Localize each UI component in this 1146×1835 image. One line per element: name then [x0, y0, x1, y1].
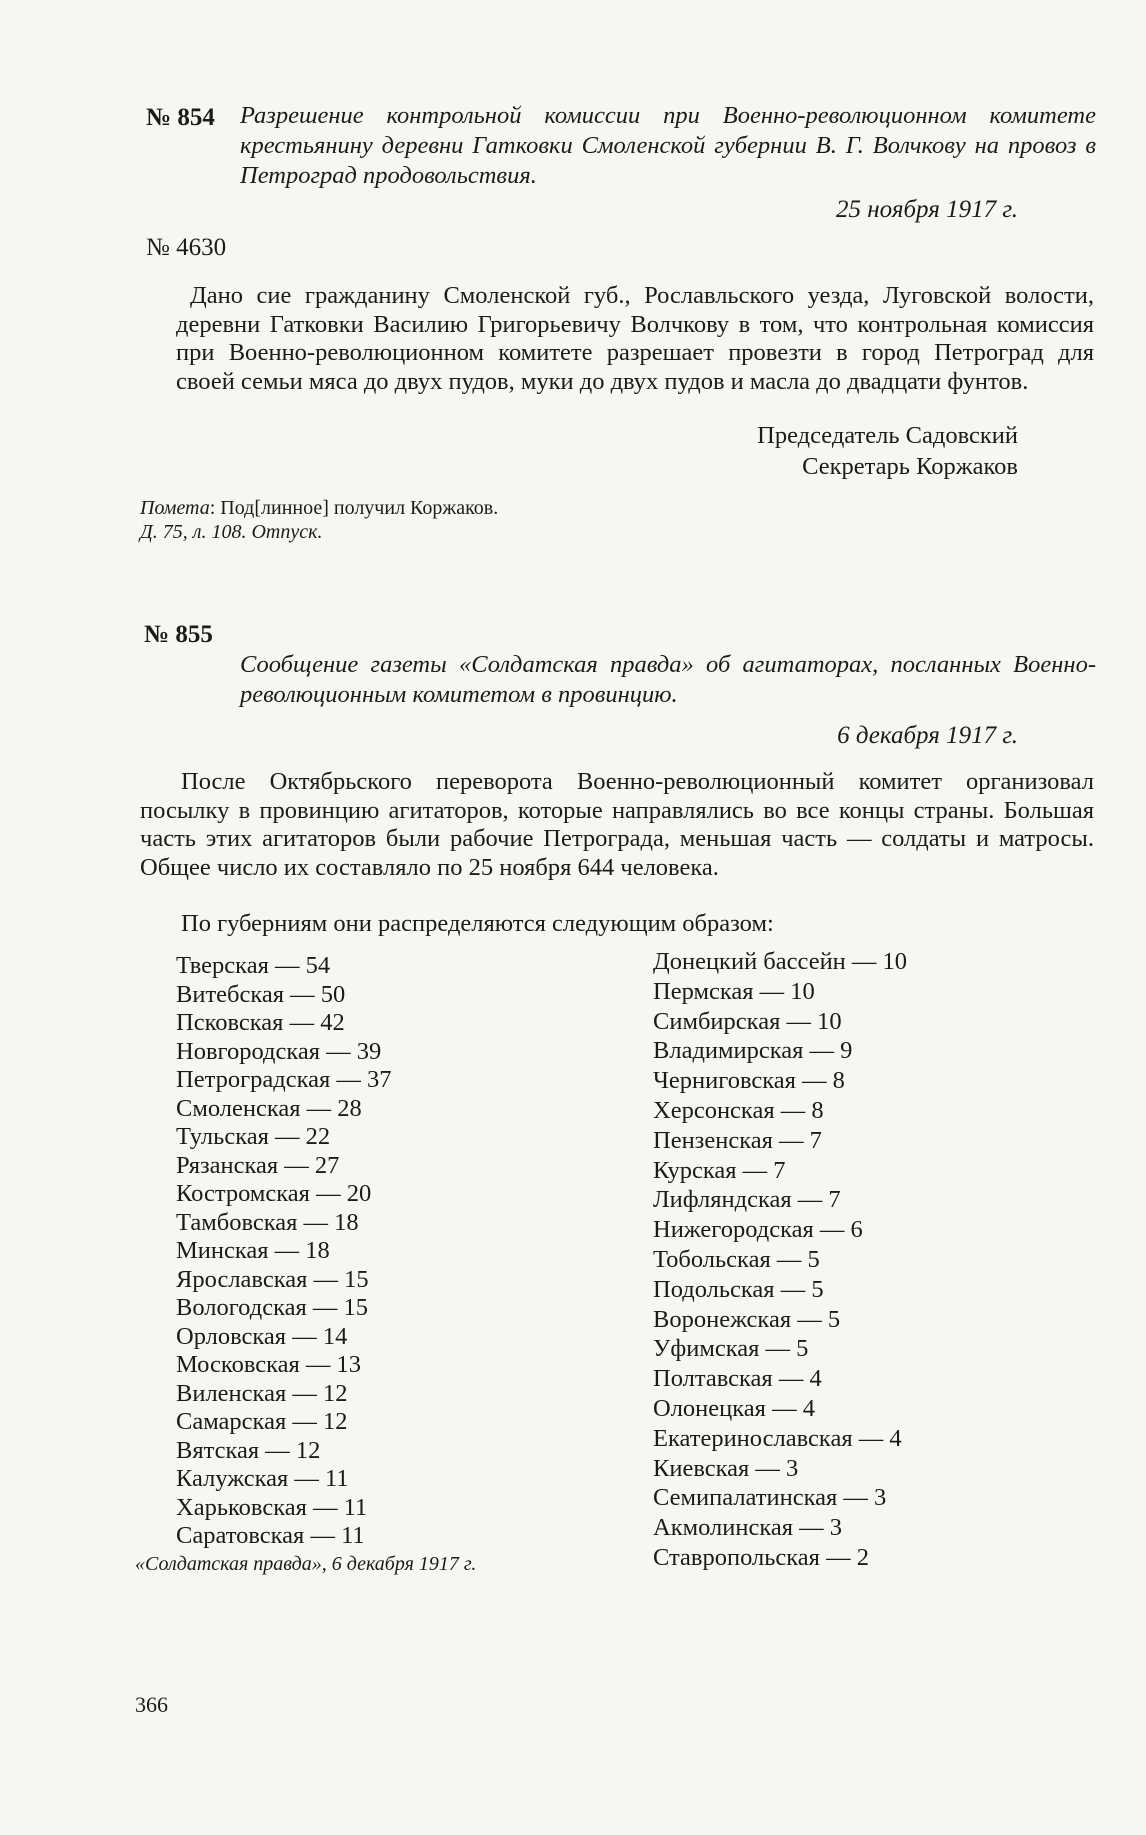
province-item: Лифляндская — 7 — [653, 1186, 841, 1214]
distribution-intro: По губерниям они распределяются следующим образом: — [181, 910, 774, 937]
document-number-855: № 855 — [144, 621, 213, 648]
province-item: Полтавская — 4 — [653, 1365, 822, 1393]
province-item: Ярославская — 15 — [176, 1265, 369, 1293]
inner-document-number: № 4630 — [146, 234, 227, 261]
province-item: Харьковская — 11 — [176, 1493, 368, 1521]
province-item: Подольская — 5 — [653, 1275, 824, 1303]
province-item: Виленская — 12 — [176, 1379, 348, 1407]
note-label: Помета — [140, 497, 210, 519]
document-854-heading: Разрешение контрольной комиссии при Военно-революционном комитете крестьянину деревни Гатковки Смоленской губернии В. Г. Волчкову на провоз в Петроград продовольствия. — [240, 102, 1096, 189]
province-item: Нижегородская — 6 — [653, 1216, 863, 1244]
province-item: Рязанская — 27 — [176, 1151, 340, 1179]
province-item: Вологодская — 15 — [176, 1294, 368, 1321]
province-item: Киевская — 3 — [653, 1454, 799, 1482]
province-item: Черниговская — 8 — [653, 1067, 845, 1095]
province-item: Тобольская — 5 — [653, 1245, 820, 1273]
provinces-list-left — [176, 952, 392, 1551]
document-855-date: 6 декабря 1917 г. — [837, 722, 1018, 749]
province-item: Костромская — 20 — [176, 1180, 372, 1207]
province-item: Самарская — 12 — [176, 1408, 348, 1435]
province-item: Симбирская — 10 — [653, 1007, 842, 1035]
signature-secretary: Секретарь Коржаков — [802, 453, 1018, 480]
province-item: Псковская — 42 — [176, 1009, 345, 1036]
province-item: Акмолинская — 3 — [653, 1514, 843, 1542]
province-item: Новгородская — 39 — [176, 1037, 382, 1065]
province-item: Воронежская — 5 — [653, 1305, 841, 1333]
province-item: Олонецкая — 4 — [653, 1394, 815, 1422]
province-item: Пермская — 10 — [653, 977, 815, 1005]
province-item: Уфимская — 5 — [653, 1335, 809, 1363]
province-item: Московская — 13 — [176, 1351, 362, 1378]
province-item: Екатеринославская — 4 — [653, 1424, 902, 1452]
document-number-854: № 854 — [146, 104, 215, 131]
province-item: Ставропольская — 2 — [653, 1543, 869, 1571]
province-item: Вятская — 12 — [176, 1436, 321, 1464]
province-item: Тульская — 22 — [176, 1123, 331, 1150]
province-item: Саратовская — 11 — [176, 1522, 365, 1549]
province-item: Херсонская — 8 — [653, 1096, 824, 1124]
province-item: Смоленская — 28 — [176, 1094, 362, 1122]
province-item: Пензенская — 7 — [653, 1126, 822, 1154]
province-item: Семипалатинская — 3 — [653, 1484, 887, 1512]
document-855-paragraph: После Октябрьского переворота Военно-революционный комитет организовал посылку в провинцию агитаторов, которые направлялись во все концы страны. Большая часть этих агитаторов были рабочие Петрограда, меньшая часть — солдаты и матросы. Общее число их составляло по 25 ноября 644 человека. — [140, 768, 1094, 881]
provinces-list-right — [653, 947, 907, 1573]
page-number: 366 — [135, 1692, 168, 1717]
document-854-date: 25 ноября 1917 г. — [836, 196, 1018, 223]
note-text: : Под[линное] получил Коржаков. — [209, 497, 499, 519]
province-item: Тамбовская — 18 — [176, 1208, 359, 1236]
province-item: Минская — 18 — [176, 1237, 330, 1264]
province-item: Тверская — 54 — [176, 952, 331, 979]
province-item: Петроградская — 37 — [176, 1066, 392, 1093]
province-item: Курская — 7 — [653, 1156, 786, 1184]
document-854-paragraph: Дано сие гражданину Смоленской губ., Рославльского уезда, Луговской волости, деревни Гатковки Василию Григорьевичу Волчкову в том, что контрольная комиссия при Военно-революционном комитете разрешает провезти в город Петроград для своей семьи мяса до двух пудов, муки до двух пудов и масла до двадцати фунтов. — [176, 282, 1094, 395]
archive-reference: Д. 75, л. 108. Отпуск. — [140, 521, 323, 543]
province-item: Донецкий бассейн — 10 — [653, 948, 908, 975]
note-line — [140, 496, 498, 520]
document-854-body — [176, 282, 1094, 396]
province-item: Витебская — 50 — [176, 980, 346, 1008]
province-item: Орловская — 14 — [176, 1322, 348, 1350]
province-item: Владимирская — 9 — [653, 1037, 853, 1065]
document-855-heading: Сообщение газеты «Солдатская правда» об агитаторах, посланных Военно-революционным комитетом в провинцию. — [240, 651, 1096, 708]
source-citation: «Солдатская правда», 6 декабря 1917 г. — [135, 1553, 477, 1575]
document-855-body — [140, 768, 1094, 882]
province-item: Калужская — 11 — [176, 1465, 349, 1492]
signature-chairman: Председатель Садовский — [757, 422, 1018, 449]
